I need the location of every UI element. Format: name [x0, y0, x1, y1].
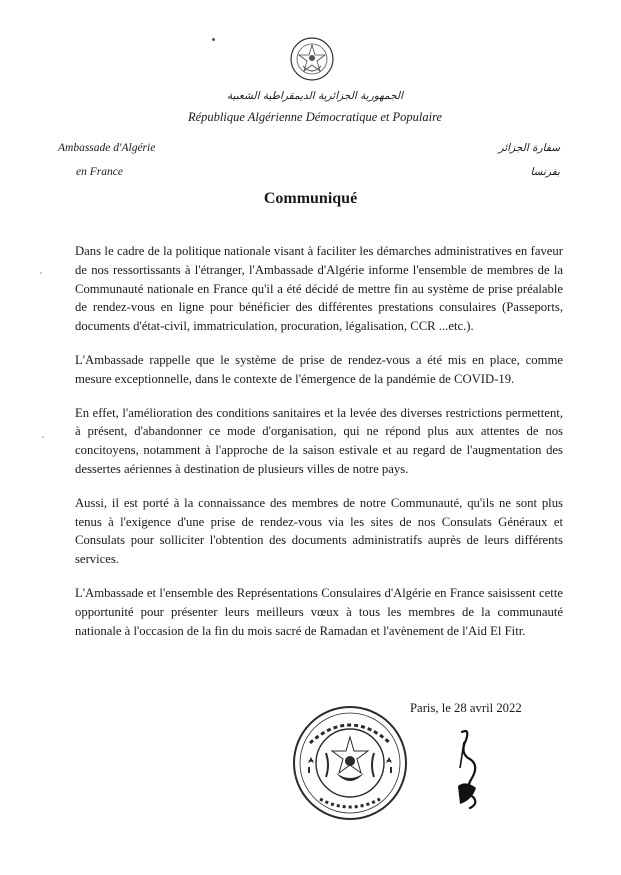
- french-republic-title: République Algérienne Démocratique et Populaire: [187, 110, 443, 124]
- official-seal-icon: [290, 703, 410, 823]
- scan-speck: [42, 436, 44, 438]
- paragraph-3: En effet, l'amélioration des conditions sanitaires et la levée des diverses restrictions permettent, à présent, d'abandonner ce mode d'organisation, qui ne répond plus aux attentes de nos concitoyens, notamment à l'approche de la saison estivale et au regard de l'augmentation des dessertes aériennes à destination de plusieurs villes de notre pays.: [75, 405, 563, 476]
- embassy-french-name: [58, 136, 155, 184]
- national-emblem-icon: [289, 36, 335, 82]
- document-title: Communiqué: [263, 190, 358, 207]
- paragraph-1: Dans le cadre de la politique nationale visant à faciliter les démarches administratives en faveur de nos ressortissants à l'étranger, l'Ambassade d'Algérie informe l'ensemble de membres de la Communauté nationale en France qu'il a été décidé de mettre fin au système de prise préalable de rendez-vous en ligne pour bénéficier des différentes prestations consulaires (Passeports, documents d'état-civil, immatriculation, procuration, légalisation, CCR ...etc.).: [75, 244, 563, 334]
- paragraph-2: L'Ambassade rappelle que le système de prise de rendez-vous a été mis en place, comme mesure exceptionnelle, dans le contexte de l'émergence de la pandémie de COVID-19.: [75, 352, 563, 386]
- scan-speck: [212, 38, 215, 41]
- paragraph-5: L'Ambassade et l'ensemble des Représentations Consulaires d'Algérie en France saisissent cette opportunité pour présenter leurs meilleurs vœux à tous les membres de la communauté nationale à l'occasion de la fin du mois sacré de Ramadan et l'avènement de l'Aid El Fitr.: [75, 585, 563, 638]
- embassy-arabic-line-2: بفرنسا: [530, 166, 560, 178]
- embassy-arabic-name: [440, 136, 560, 184]
- embassy-line-2: en France: [76, 166, 123, 178]
- embassy-arabic-line-1: سفارة الجزائر: [498, 142, 560, 154]
- arabic-republic-title: الجمهورية الجزائرية الديمقراطية الشعبية: [226, 90, 404, 102]
- embassy-line-1: Ambassade d'Algérie: [58, 142, 156, 154]
- signature-icon: [450, 728, 486, 810]
- place-and-date: Paris, le 28 avril 2022: [410, 701, 522, 715]
- scan-speck: [40, 272, 42, 274]
- paragraph-4: Aussi, il est porté à la connaissance des membres de notre Communauté, qu'ils ne sont plus tenus à l'exigence d'une prise de rendez-vous via les sites de nos Consulats Généraux et Consulats pour solliciter l'obtention des documents administratifs auprès de leurs différents services.: [75, 495, 563, 567]
- communique-body: [75, 242, 563, 655]
